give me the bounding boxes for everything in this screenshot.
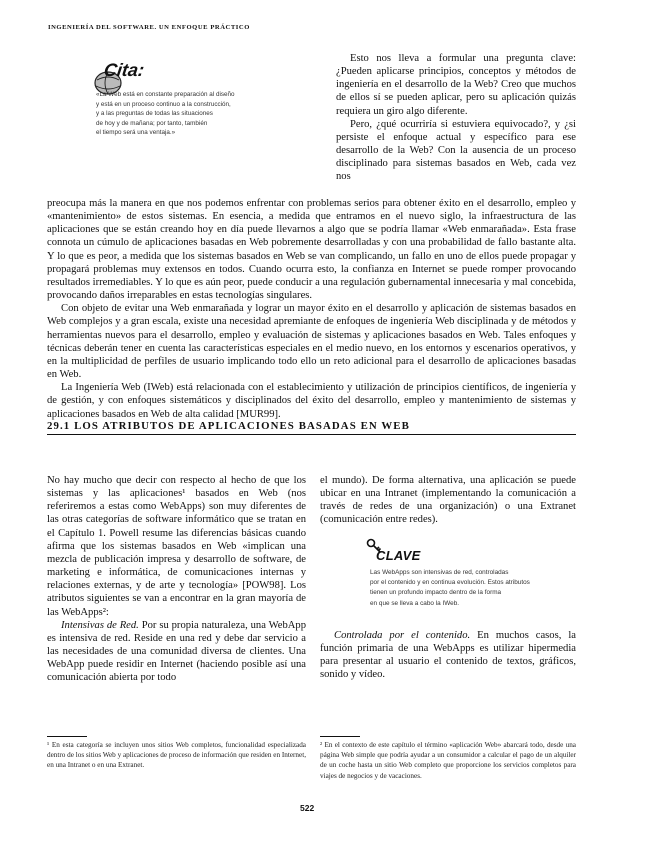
intro-paragraph-2-start: Pero, ¿qué ocurriría si estuviera equivocado?, y ¿si persiste el enfoque actual y específico para ese desarrollo de la Web? Con la ausencia de un proceso disciplinado para sistemas basados en Web, cada vez nos bbox=[336, 118, 576, 183]
intro-paragraph-3: Con objeto de evitar una Web enmarañada y lograr un mayor éxito en el desarrollo y aplicación de sistemas basados en Web complejos y a gran escala, existe una necesidad apremiante de enfoques de ingeniería Web disciplinada y de métodos y herramientas nuevos para el desarrollo, empleo y evaluación de sistemas y aplicaciones basados en Web. Tales enfoques y técnicas deberán tener en cuenta las características especiales en el medio nuevo, en los entornos y escenarios operativos, y en la multiplicidad de perfiles de usuario implicando todo ello un reto adicional para el desarrollo de aplicaciones basadas en Web. bbox=[47, 303, 576, 381]
quote-title: Cita: bbox=[102, 60, 146, 80]
intro-full-width bbox=[47, 197, 576, 421]
intro-paragraph-2-rest: preocupa más la manera en que nos podemos enfrentar con problemas serios para obtener éxito en el desarrollo, empleo y «mantenimiento» de estos sistemas. En esencia, a medida que entramos en el nuevo siglo, la infraestructura de las aplicaciones que se están creando hoy en día puede llevarnos a algo que se podría llamar «Web enmarañada». Esta frase connota un cúmulo de aplicaciones basadas en Web pobremente desarrolladas y con una probabilidad de fallo bastante alta. Y lo que es peor, a medida que los sistemas basados en Web se van complicando, un fallo en uno de ellos puede propagar y propagará problemas muy extensos en todos. Cuando ocurra esto, la confianza en Internet se puede romper provocando resultados irremediables. Y lo que es aún peor, puede conducir a una regulación gubernamental innecesaria y mal concebida, provocando daños irreparables en estas tecnologías singulares. bbox=[47, 198, 576, 302]
term-intensivas: Intensivas de Red. bbox=[61, 619, 139, 631]
footnote-rule bbox=[47, 736, 87, 737]
term-controlada: Controlada por el contenido. bbox=[334, 630, 471, 641]
left-column bbox=[47, 474, 306, 685]
page-number: 522 bbox=[300, 803, 315, 813]
left-paragraph-1: No hay mucho que decir con respecto al hecho de que los sistemas y las aplicaciones¹ basados en Web (nos referiremos a estas como WebApps) son muy diferentes de las otras categorías de software informático que se tratan en el Capítulo 1. Powell resume las diferencias básicas cuando afirma que los sistemas basados en Web «implican una mezcla de publicación impresa y desarrollo de software, de marketing e informática, de comunicaciones internas y relaciones externas, y de arte y tecnología» [POW98]. Los atributos siguientes se van a encontrar en la gran mayoría de las WebApps²: bbox=[47, 475, 306, 618]
footnote-right bbox=[320, 736, 576, 781]
key-point-title: CLAVE bbox=[376, 548, 421, 563]
right-paragraph-1: el mundo). De forma alternativa, una aplicación se puede ubicar en una Intranet (implementando la comunicación a través de redes de una organización) o una Extranet (comunicación entre redes). bbox=[320, 475, 576, 526]
footnote-1: ¹ En esta categoría se incluyen unos sitios Web completos, funcionalidad especializada dentro de los sitios Web y aplicaciones de proceso de información que residen en Internet, en una Intranet o en una Extranet. bbox=[47, 741, 306, 770]
intro-paragraph-1: Esto nos lleva a formular una pregunta clave: ¿Pueden aplicarse principios, conceptos y métodos de ingeniería en el desarrollo de la Web? Creo que muchos de ellos sí se pueden aplicar, pero su aplicación quizás requiera un giro algo diferente. bbox=[336, 53, 576, 117]
running-head: INGENIERÍA DEL SOFTWARE. UN ENFOQUE PRÁCTICO bbox=[48, 24, 250, 31]
quote-callout bbox=[92, 60, 262, 170]
footnote-2: ² En el contexto de este capítulo el término «aplicación Web» abarcará todo, desde una página Web simple que podría ayudar a un consumidor a calcular el pago de un alquiler de un coche hasta un sitio Web completo que proporcione los servicios completos para viajes de negocios y de vacaciones. bbox=[320, 741, 576, 780]
intro-top-column bbox=[336, 52, 576, 184]
intro-paragraph-4: La Ingeniería Web (IWeb) está relacionada con el establecimiento y utilización de principios científicos, de ingeniería y de gestión, y con enfoques sistemáticos y disciplinados del éxito del desarrollo, empleo y mantenimiento de sistemas y aplicaciones basados en Web de alta calidad [MUR99]. bbox=[47, 382, 576, 420]
right-lower-column bbox=[320, 629, 576, 682]
right-column bbox=[320, 474, 576, 527]
right-paragraph-2: Controlada por el contenido. En muchos casos, la función primaria de una WebApps es utilizar hipermedia para presentar al usuario el contenido de textos, gráficos, sonido y vídeo. bbox=[320, 630, 576, 681]
key-point-text: Las WebApps son intensivas de red, controladas por el contenido y en continua evolución. Estos atributos tienen un profundo impacto dentro de la forma en que se lleva a cabo la IWeb. bbox=[370, 569, 530, 607]
footnote-rule bbox=[320, 736, 360, 737]
left-paragraph-2: Intensivas de Red. Por su propia naturaleza, una WebApp es intensiva de red. Reside en una red y debe dar servicio a las necesidades de una comunidad diversa de clientes. Una WebApp puede residir en Internet (haciendo posible así una comunicación abierta por todo bbox=[47, 619, 306, 684]
footnote-left bbox=[47, 736, 306, 771]
section-heading: 29.1 LOS ATRIBUTOS DE APLICACIONES BASADAS EN WEB bbox=[47, 420, 576, 435]
quote-text: «La Web está en constante preparación al diseño y está en un proceso continuo a la construcción, y a las preguntas de todas las situaciones de hoy y de mañana; por tanto, también el tiempo será una ventaja.» bbox=[96, 91, 235, 137]
